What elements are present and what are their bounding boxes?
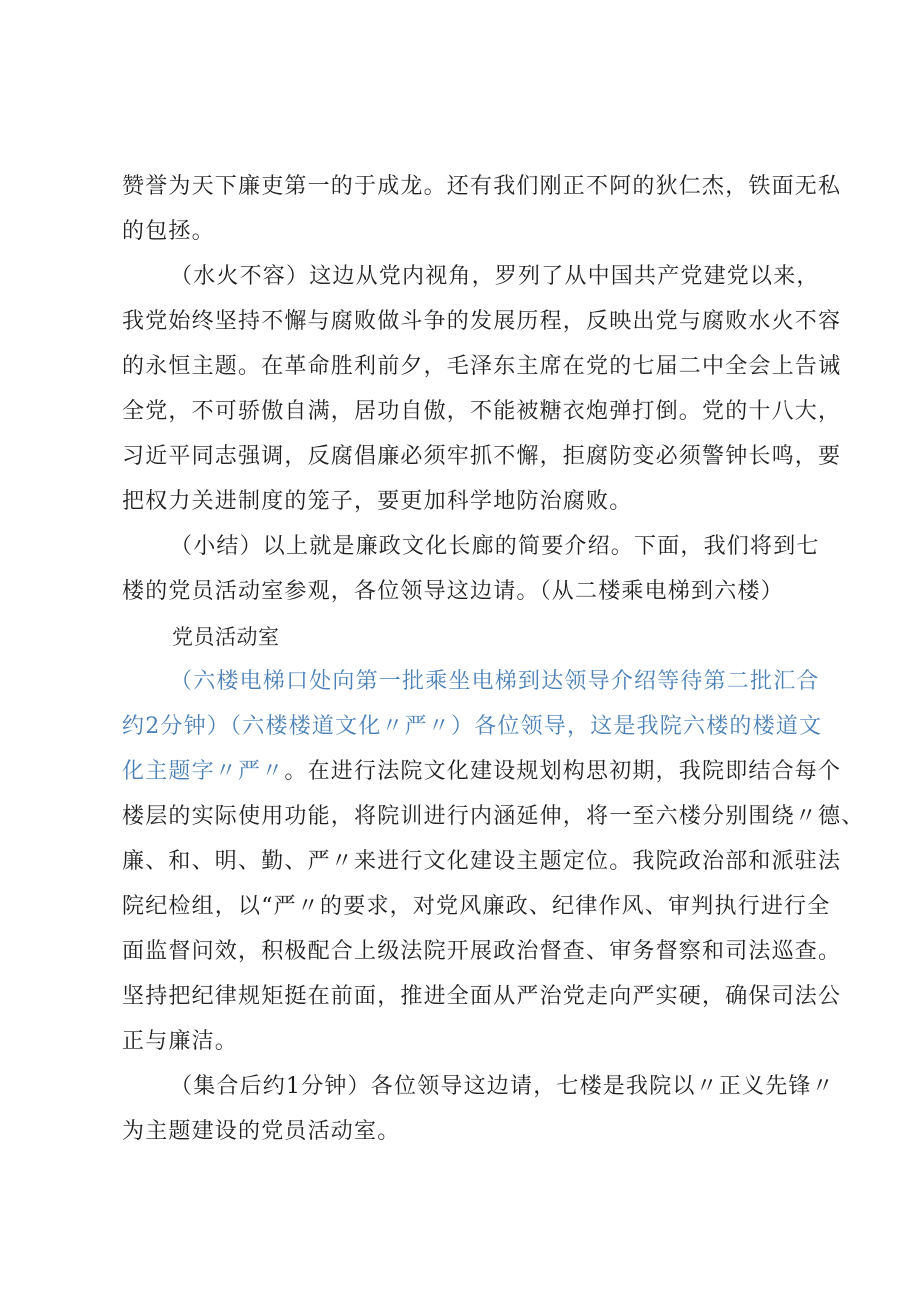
paragraph-3-line-2: 楼的党员活动室参观，各位领导这边请。（从二楼乘电梯到六楼） (122, 579, 784, 604)
paragraph-4-line-8: 坚持把纪律规矩挺在前面，推进全面从严治党走向严实硬，确保司法公 (122, 984, 842, 1009)
paragraph-4-line-3 (122, 757, 842, 787)
paragraph-4-line-7: 面监督问效，积极配合上级法院开展政治督查、审务督察和司法巡查。 (122, 939, 842, 964)
paragraph-5-line-2: 为主题建设的党员活动室。 (122, 1119, 401, 1144)
paragraph-4-line-5: 廉、和、明、勤、严〃来进行文化建设主题定位。我院政治部和派驻法 (122, 849, 842, 874)
paragraph-4-line-6: 院纪检组，以“严〃的要求，对党风廉政、纪律作风、审判执行进行全 (122, 894, 831, 919)
paragraph-4-line-1: （六楼电梯口处向第一批乘坐电梯到达领导介绍等待第二批汇合 (170, 669, 820, 694)
paragraph-4-line-2: 约2分钟）（六楼楼道文化〃严〃）各位领导，这是我院六楼的楼道文 (122, 714, 823, 739)
paragraph-5-line-1: （集合后约1分钟）各位领导这边请，七楼是我院以〃正义先锋〃 (170, 1074, 835, 1099)
paragraph-4-line-9: 正与廉洁。 (122, 1029, 239, 1054)
paragraph-3-line-1: （小结）以上就是廉政文化长廊的简要介绍。下面，我们将到七 (170, 534, 820, 559)
paragraph-2-line-2: 我党始终坚持不懈与腐败做斗争的发展历程，反映出党与腐败水火不容 (122, 309, 842, 334)
paragraph-4-line-3-rest: 。在进行法院文化建设规划构思初期，我院即结合每个 (284, 759, 842, 784)
section-heading: 党员活动室 (172, 625, 280, 649)
paragraph-2-line-1: （水火不容）这边从党内视角，罗列了从中国共产党建党以来， (170, 264, 820, 289)
paragraph-2-line-4: 全党，不可骄傲自满，居功自傲，不能被糖衣炮弹打倒。党的十八大， (122, 399, 842, 424)
paragraph-1-line-2: 的包拯。 (122, 219, 215, 244)
paragraph-1-line-1: 赞誉为天下廉吏第一的于成龙。还有我们刚正不阿的狄仁杰，铁面无私 (122, 174, 842, 199)
paragraph-4-line-3-highlight: 化主题字〃严〃 (122, 759, 285, 784)
paragraph-2-line-3: 的永恒主题。在革命胜利前夕，毛泽东主席在党的七届二中全会上告诫 (122, 354, 842, 379)
paragraph-4-line-4: 楼层的实际使用功能，将院训进行内涵延伸，将一至六楼分别围绕〃德、 (122, 804, 865, 829)
paragraph-2-line-6: 把权力关进制度的笼子，要更加科学地防治腐败。 (122, 489, 633, 514)
paragraph-2-line-5: 习近平同志强调，反腐倡廉必须牢抓不懈，拒腐防变必须警钟长鸣，要 (122, 444, 842, 469)
